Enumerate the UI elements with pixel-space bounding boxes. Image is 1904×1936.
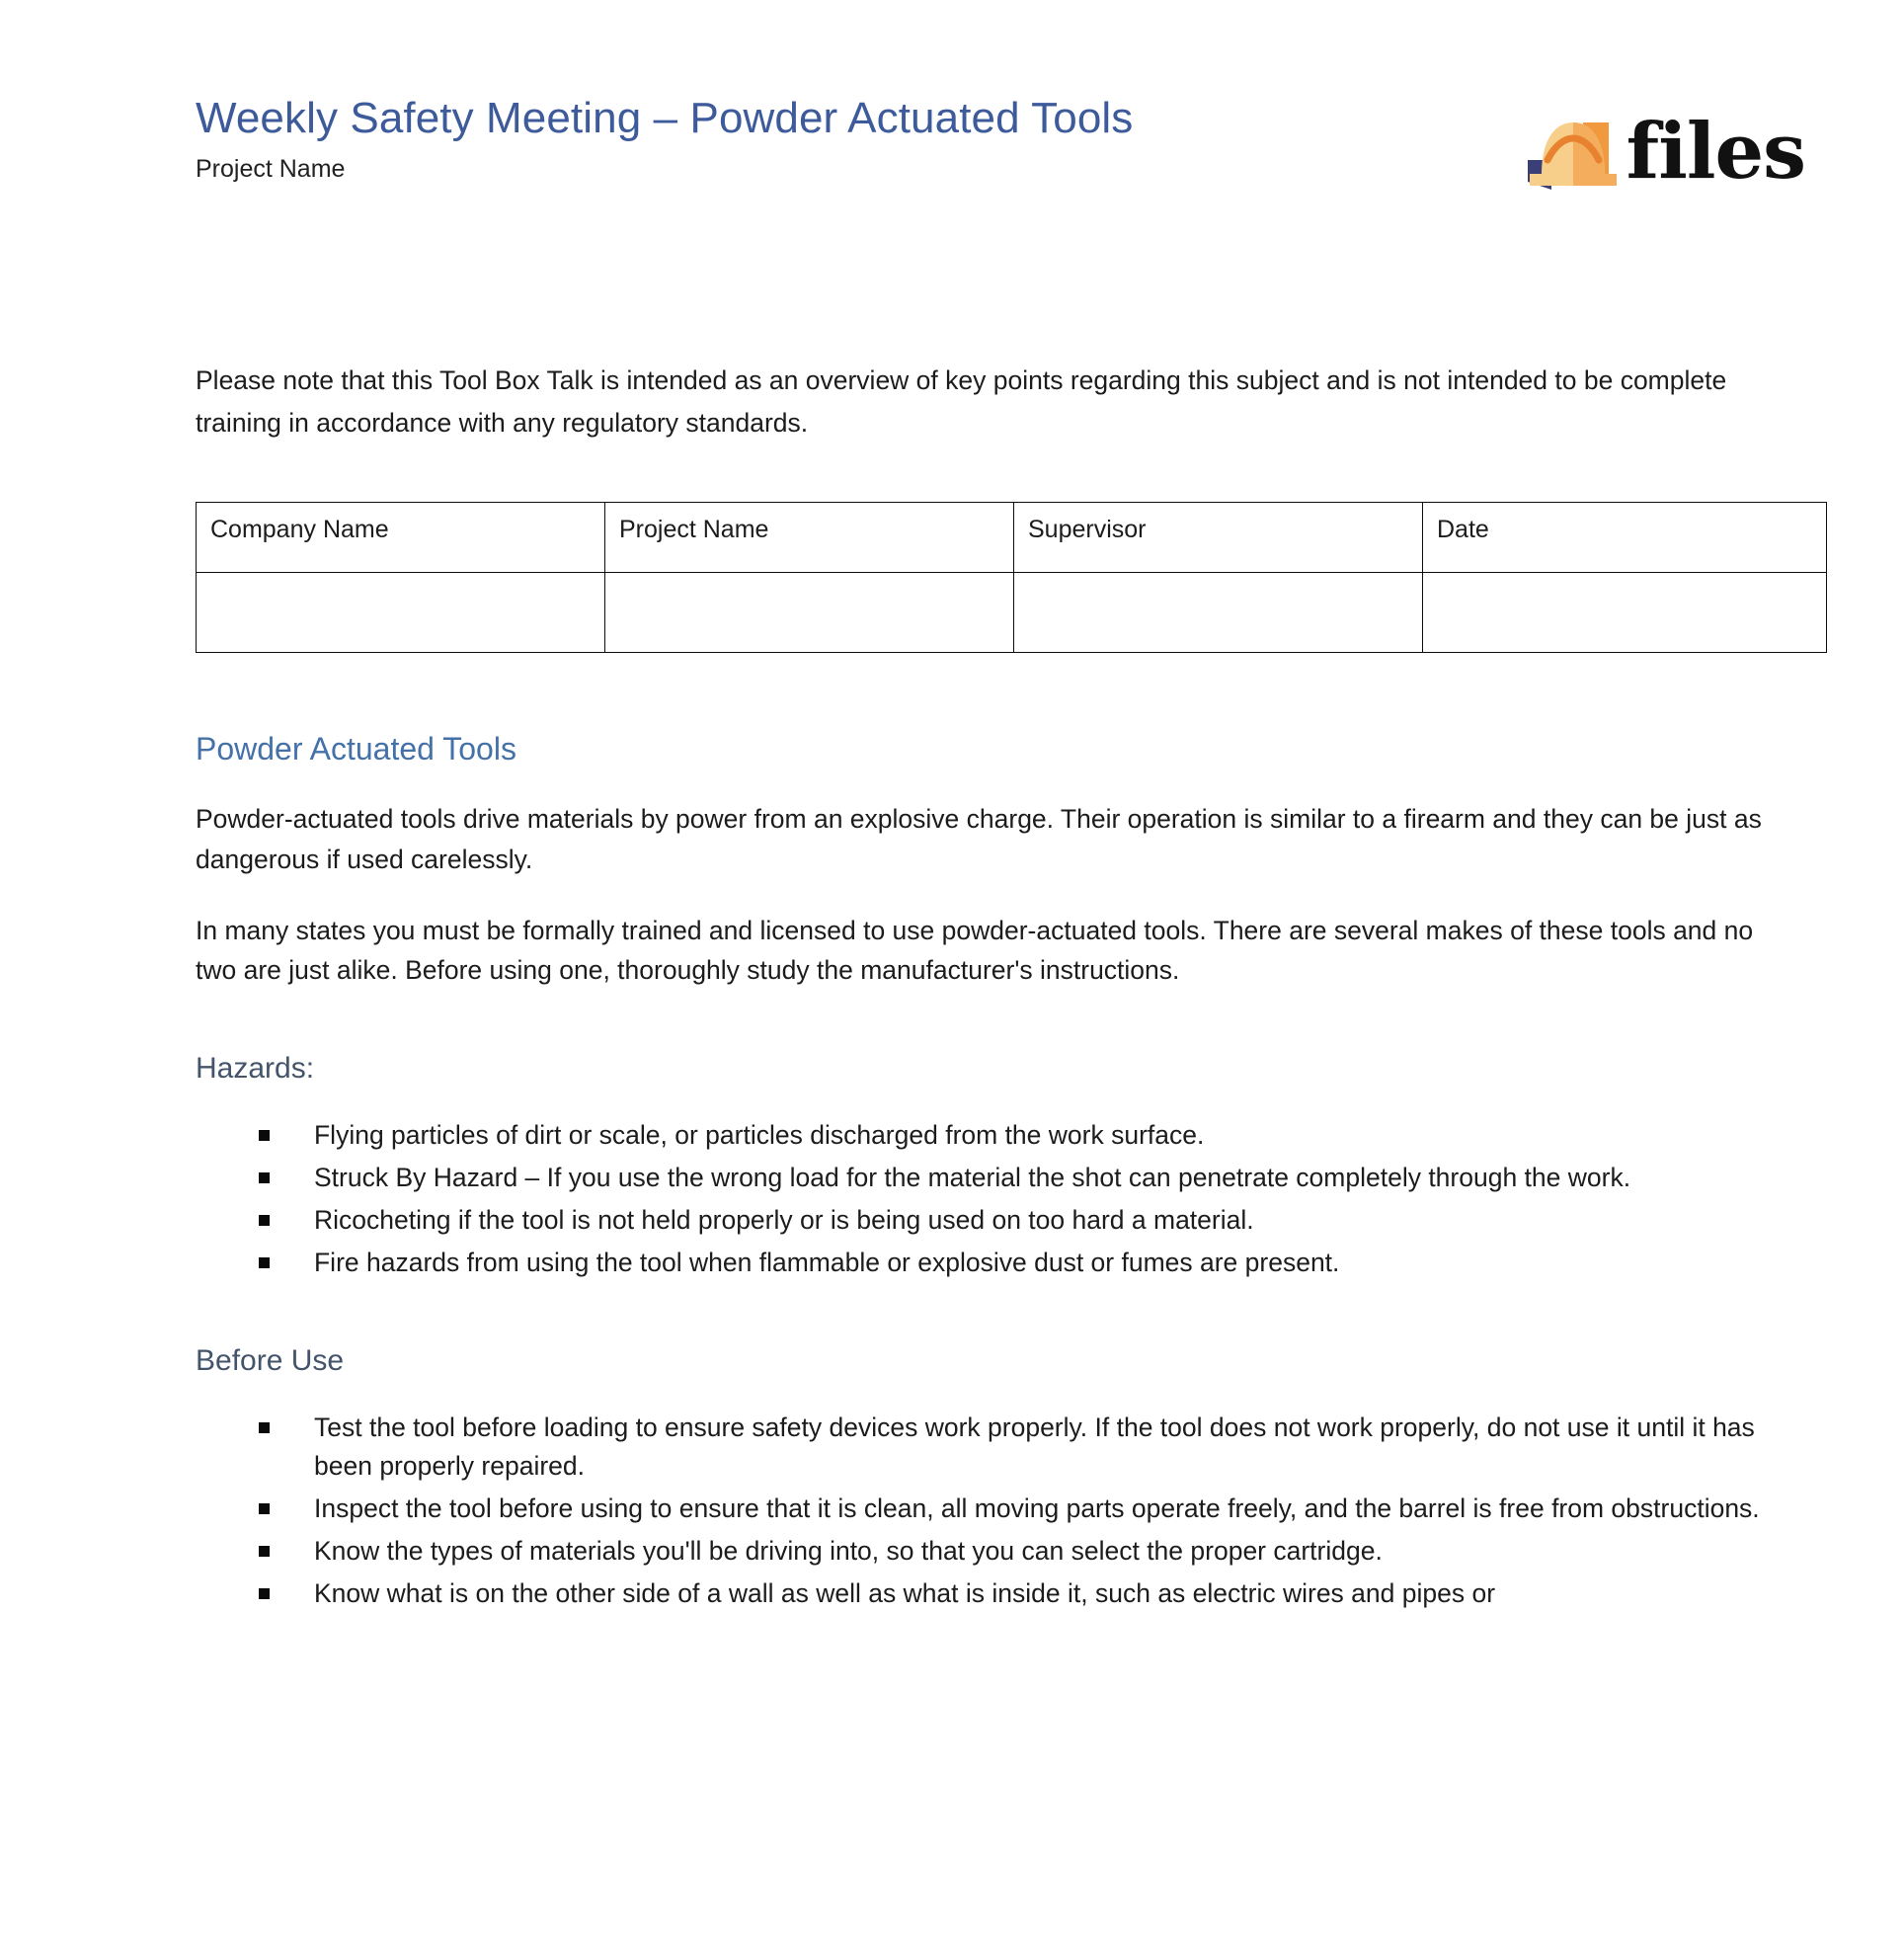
list-item xyxy=(257,1201,1807,1240)
bullet-square-icon xyxy=(259,1172,270,1183)
table-cell-project-name[interactable] xyxy=(605,572,1014,652)
list-item-text: Inspect the tool before using to ensure that it is clean, all moving parts operate freely, and the barrel is free from obstructions. xyxy=(314,1493,1760,1524)
list-item xyxy=(257,1574,1807,1613)
table-row[interactable] xyxy=(197,572,1827,652)
list-item-text: Struck By Hazard – If you use the wrong load for the material the shot can penetrate completely through the work. xyxy=(314,1163,1631,1193)
list-item xyxy=(257,1532,1807,1571)
intro-paragraph: Please note that this Tool Box Talk is intended as an overview of key points regarding this subject and is not intended to be complete training in accordance with any regulatory standards. xyxy=(196,365,1727,438)
list-item xyxy=(257,1116,1807,1155)
list-item-text: Ricocheting if the tool is not held properly or is being used on too hard a material. xyxy=(314,1205,1254,1236)
list-item xyxy=(257,1159,1807,1197)
bullet-square-icon xyxy=(259,1546,270,1557)
document-content xyxy=(196,0,1805,1617)
list-item-text: Test the tool before loading to ensure safety devices work properly. If the tool does not work properly, do not use it until it has been properly repaired. xyxy=(314,1412,1755,1482)
section-paragraph-2: In many states you must be formally trained and licensed to use powder-actuated tools. There are several makes of these tools and no two are just alike. Before using one, thoroughly study the manufacturer's instructions. xyxy=(196,915,1754,986)
table-header-date: Date xyxy=(1423,502,1827,572)
hazards-list xyxy=(196,1116,1807,1282)
bullet-square-icon xyxy=(259,1215,270,1226)
table-header-project-name: Project Name xyxy=(605,502,1014,572)
page-subtitle: Project Name xyxy=(196,155,346,184)
bullet-square-icon xyxy=(259,1588,270,1599)
list-item xyxy=(257,1244,1807,1282)
list-item xyxy=(257,1409,1807,1486)
table-cell-date[interactable] xyxy=(1423,572,1827,652)
list-item-text: Know the types of materials you'll be driving into, so that you can select the proper cartridge. xyxy=(314,1535,1383,1566)
bullet-square-icon xyxy=(259,1422,270,1433)
logo-wordmark: files xyxy=(1626,107,1805,198)
table-header-row xyxy=(197,502,1827,572)
list-item-text: Flying particles of dirt or scale, or particles discharged from the work surface. xyxy=(314,1120,1205,1151)
section-paragraph-1: Powder-actuated tools drive materials by power from an explosive charge. Their operation is similar to a firearm and they can be just as dangerous if used carelessly. xyxy=(196,804,1762,874)
subheading-before-use: Before Use xyxy=(196,1344,345,1378)
bullet-square-icon xyxy=(259,1257,270,1268)
table-header-supervisor: Supervisor xyxy=(1014,502,1423,572)
subheading-hazards: Hazards: xyxy=(196,1052,315,1086)
table-cell-company-name[interactable] xyxy=(197,572,605,652)
meeting-info-table xyxy=(196,502,1827,653)
list-item xyxy=(257,1490,1807,1528)
bullet-square-icon xyxy=(259,1503,270,1514)
brand-logo xyxy=(1522,91,1805,198)
bullet-square-icon xyxy=(259,1130,270,1141)
section-heading-powder-actuated-tools: Powder Actuated Tools xyxy=(196,730,516,766)
table-header-company-name: Company Name xyxy=(197,502,605,572)
list-item-text: Fire hazards from using the tool when flammable or explosive dust or fumes are present. xyxy=(314,1248,1340,1278)
page-title: Weekly Safety Meeting – Powder Actuated Tools xyxy=(196,94,1134,142)
hard-hat-icon xyxy=(1522,105,1625,190)
table-cell-supervisor[interactable] xyxy=(1014,572,1423,652)
document-header xyxy=(196,0,1805,198)
before-use-list xyxy=(196,1409,1807,1613)
list-item-text: Know what is on the other side of a wall as well as what is inside it, such as electric wires and pipes or xyxy=(314,1577,1496,1608)
